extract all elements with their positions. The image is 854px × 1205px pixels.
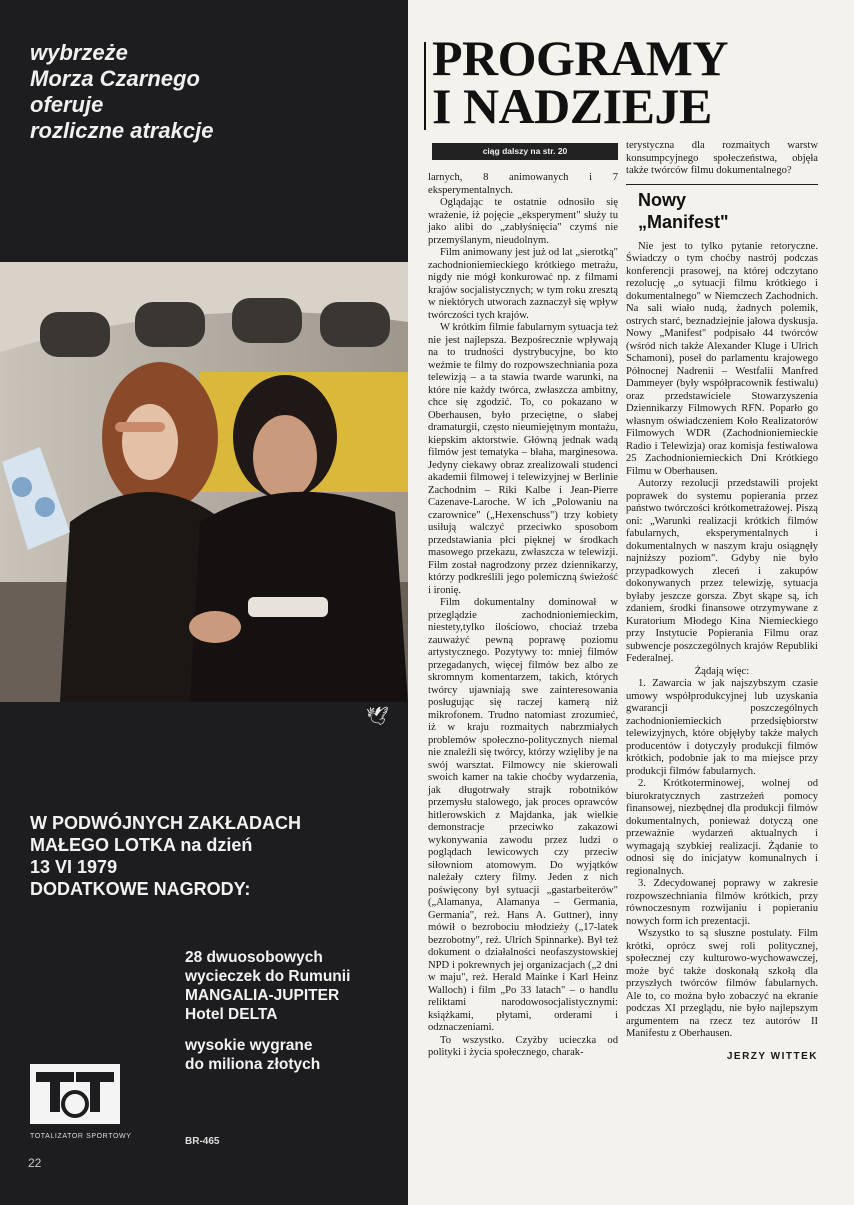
paragraph: Nie jest to tylko pytanie retoryczne. Świadczy o tym choćby nastrój podczas konferencji prasowej, na której odczytano rezolucję „o sytuacji filmu krótkiego i dokumentalnego" w Niemczech Zachodnich. Na sali wiało nudą, żadnych polemik, ostrych starć, beznadziejnie jałowa dyskusja. Nowy „Manifest" podpisało 44 twórców (wśród nich także Alexander Kluge i Ulrich Schamoni), poseł do parlamentu krajowego Północnej Nadrenii – Westfalii Manfred Dammeyer (były współpracownik festiwalu) oraz przedstawiciele Stowarzyszenia Dziennikarzy Filmowych RFN. Poparło go własnym oświadczeniem Koło Realizatorów Filmowych WDR (Zachodnioniemieckie Radio i Telewizja) oraz komisja festiwalowa 25 Zachodnioniemieckich Dni Krótkiego Filmu w Oberhausen. — [626, 240, 818, 477]
ad-slogan — [30, 40, 213, 144]
prize-line: 28 dwuosobowych — [185, 949, 323, 966]
headline-line: I NADZIEJE — [432, 78, 712, 134]
article-column-1 — [428, 172, 618, 1060]
ad-code: BR-465 — [185, 1136, 220, 1147]
section-rule — [626, 184, 818, 185]
slogan-line: wybrzeże — [30, 40, 128, 65]
author-name: JERZY WITTEK — [726, 1050, 818, 1062]
subhead-line: Nowy — [638, 189, 687, 210]
bird-icon: 🕊 — [366, 706, 389, 726]
paragraph: Oglądając te ostatnie odnosiło się wrażenie, iż pojęcie „eksperyment" służy tu jako alibi do „zabłyśnięcia" czymś nie przemyślanym, nieudolnym. — [428, 197, 618, 246]
prize-line: wycieczek do Rumunii — [185, 968, 351, 985]
paragraph: 1. Zawarcia w jak najszybszym czasie umowy współprodukcyjnej lub uzyskania gwarancji poszczególnych zachodnioniemieckich przedsiębiorstw telewizyjnych, które objęłyby także małych producentów i dotyczyły produkcji filmów krótkich, podobnie jak to ma miejsce przy produkcji filmów fabularnych. — [626, 678, 818, 777]
totalizator-logo-icon — [30, 1064, 120, 1124]
paragraph: To wszystko. Czyżby ucieczka od polityki i życia społecznego, charak- — [428, 1034, 618, 1058]
prize-line: do miliona złotych — [185, 1056, 321, 1073]
prize-line: Hotel DELTA — [185, 1006, 278, 1023]
continued-banner: ciąg dalszy na str. 20 — [432, 143, 618, 160]
section-subhead — [638, 189, 818, 233]
couple-photo — [0, 262, 408, 702]
paragraph: 3. Zdecydowanej poprawy w zakresie rozpowszechniania filmów krótkich, przy równoczesnym rozwijaniu i popieraniu nowych form ich prezentacji. — [626, 878, 818, 927]
paragraph: Żądają więc: — [694, 665, 750, 677]
article-headline — [432, 30, 728, 134]
lotto-line: MAŁEGO LOTKA na dzień — [30, 835, 253, 855]
page-number: 22 — [28, 1156, 42, 1170]
lotto-line: 13 VI 1979 — [30, 857, 118, 877]
prize-line: wysokie wygrane — [185, 1037, 313, 1054]
headline-line: PROGRAMY — [432, 30, 728, 86]
slogan-line: rozliczne atrakcje — [30, 118, 214, 143]
paragraph: W krótkim filmie fabularnym sytuacja też nie jest najlepsza. Bezpośrecznie wpływają na to trudności dystrybucyjne, bo kto weźmie te filmy do rozpowszechniania poza telewizją – a ta stawia twarde warunki, na które nie każdy twórca, zwłaszcza ambitny, chce się zgodzić. To, co pokazano w Oberhausen, było przeciętne, o słabej dramaturgii, często nieumiejętnym montażu, kiepskim aktorstwie. Główną jednak wadą filmów jest tematyka – błaha, marginesowa. Jedyny ciekawy obraz zrealizowali studenci akademii filmowej i telewizyjnej w Berlinie Zachodnim – Riki Kalbe i Jean-Pierre Cazenave-Laroche. W ich „Polowaniu na czarownice" („Hexenschuss") trzy kobiety usiłują walczyć przeciwko sposobom przedstawiania płci pięknej w środkach masowego przekazu, zwłaszcza w telewizji. Film został nagrodzony przez dziennikarzy, którzy podkreślili jego polemiczną świeżość i ironię. — [428, 322, 618, 596]
headline-rule — [424, 42, 426, 130]
slogan-line: Morza Czarnego — [30, 66, 200, 91]
article-column-2 — [626, 140, 818, 1063]
lotto-announcement — [30, 812, 301, 900]
subhead-line: „Manifest" — [638, 211, 729, 232]
paragraph: 2. Krótkoterminowej, wolnej od biurokratycznych zastrzeżeń pomocy finansowej, niezbędnej dla produkcji filmów dokumentalnych, ponieważ dotyczą one przeważnie wydarzeń aktualnych i wymagają szybkiej realizacji. Żądanie to odnosi się do inicjatyw komunalnych i regionalnych. — [626, 778, 818, 877]
logo-caption: TOTALIZATOR SPORTOWY — [30, 1133, 132, 1140]
paragraph: Autorzy rezolucji przedstawili projekt poprawek do systemu popierania przez państwo twórczości krótkometrażowej. Piszą oni: „Warunki realizacji krótkich filmów fabularnych, eksperymentalnych i dokumentalnych w naszym kraju osiągnęły najniższy poziom". Gdyby nie było przypadkowych zleceń i zakupów dokonywanych przez telewizję, sytuacja byłaby jeszcze gorsza. Zbyt skąpe są, ich zdaniem, środki finansowe otrzymywane z Kuratorium Młodego Kina Niemieckiego przy Instytucie Popierania Filmu oraz subwencje poszczególnych krajów Republiki Federalnej. — [626, 478, 818, 664]
paragraph: Wszystko to są słuszne postulaty. Film krótki, oprócz swej roli politycznej, społecznej czy kulturowo-wychowawczej, może być także doskonałą szkołą dla przyszłych twórców filmów fabularnych. Ale to, co można było zobaczyć na ekranie podczas XI przeglądu, nie było najlepszym argumentem na rzecz tez autorów II Manifestu z Oberhausen. — [626, 928, 818, 1039]
lotto-line: W PODWÓJNYCH ZAKŁADACH — [30, 813, 301, 833]
lotto-line: DODATKOWE NAGRODY: — [30, 879, 251, 899]
prize-list — [185, 948, 350, 1074]
paragraph: Film dokumentalny dominował w przeglądzie zachodnioniemieckim, niestety,tylko ilościowo, chociaż trzeba zauważyć pewną poprawę poziomu artystycznego. Pozytywy to: mniej filmów przegadanych, więcej filmów bez albo ze skromnym komentarzem, takich, których twórcy ujawniają swe zainteresowania posługując się raczej kamerą niż mikrofonem. Trudno natomiast zrozumieć, iż w kraju rozmaitych nabrzmiałych problemów społeczno-politycznych niemal nie znaleźli się twórcy, którzy wzięliby je na swój warsztat. Filmowcy nie skierowali swoich kamer na takie choćby wydarzenia, jak długotrwały strajk robotników przemysłu stalowego, jak proces oprawców hitlerowskich z Majdanka, jak wielkie demonstracje przeciwko zakazowi wykonywania zawodu przez ludzi o poglądach lewicowych czy przeciw siłowniom atomowym. Do wyjątków należały cztery filmy. Jeden z nich poświęcony był sytuacji „gastarbeiterów" („Alamanya, Alamanya – Germania, Germania", reż. Hans A. Guttner), inny mówił o bezrobociu młodzieży („17-latek bezrobotny", reż. Ulrich Spinnarke). Był też dokument o działalności neofaszystowskiej NPD i pokrewnych jej organizacjach („2 dni w maju", reż. Herald Mainke i Karl Heinz Walloch) i film „Po 33 latach" – o handlu reliktami narodowosocjalistycznymi: książkami, płytami, orderami i odznaczeniami. — [428, 597, 618, 1033]
prize-line: MANGALIA-JUPITER — [185, 987, 340, 1004]
paragraph: larnych, 8 animowanych i 7 eksperymentalnych. — [428, 172, 618, 196]
advertisement-panel — [0, 0, 408, 1205]
slogan-line: oferuje — [30, 92, 104, 117]
photo-illustration — [0, 262, 408, 702]
paragraph: Film animowany jest już od lat „sierotką" zachodnioniemieckiego krótkiego metrażu, nigdy nie mógł konkurować np. z filmami krajów socjalistycznych; w tym roku zresztą w niektórych utworach zaznaczył się wpływ twórczości tych krajów. — [428, 247, 618, 321]
paragraph: terystyczna dla rozmaitych warstw konsumpcyjnego społeczeństwa, objęła także twórców filmu dokumentalnego? — [626, 140, 818, 176]
